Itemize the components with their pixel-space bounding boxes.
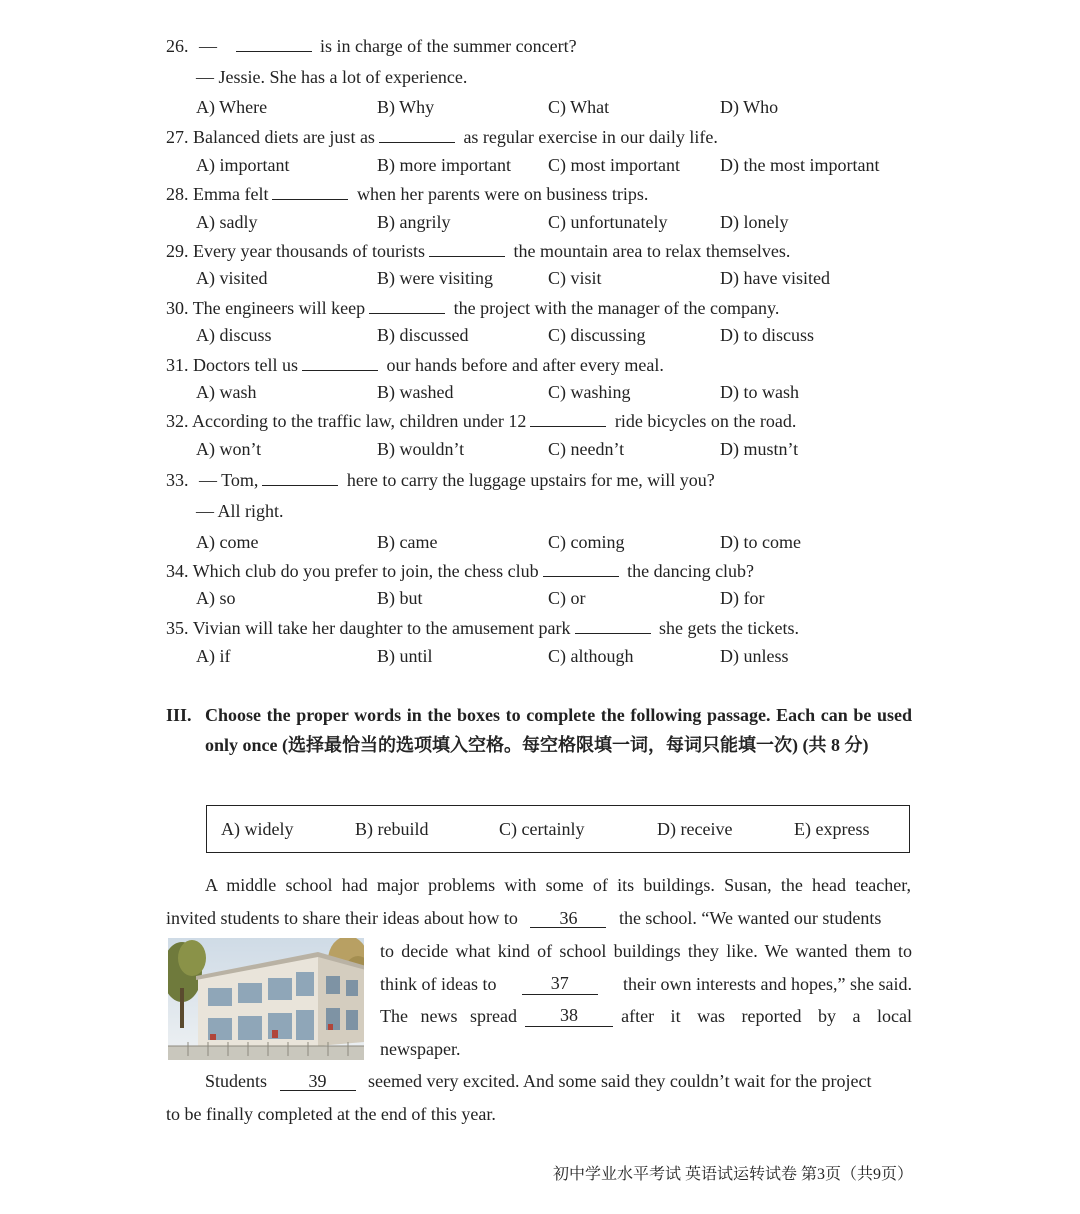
option-a[interactable]: A) important [196,155,290,175]
school-building-image [168,938,364,1060]
options-32 [196,439,916,463]
answer-blank-38[interactable]: 38 [525,1006,613,1027]
question-text-pre: According to the traffic law, children under 12 [192,411,527,431]
option-b[interactable]: B) came [377,532,438,552]
option-a[interactable]: A) discuss [196,325,272,345]
option-c[interactable]: C) coming [548,532,625,552]
option-d[interactable]: D) to discuss [720,325,814,345]
answer-blank-39[interactable]: 39 [280,1072,356,1091]
question-text-pre: Emma felt [193,184,269,204]
question-text-post: here to carry the luggage upstairs for me, will you? [342,470,715,490]
option-d[interactable]: D) the most important [720,155,880,175]
option-b[interactable]: B) angrily [377,212,451,232]
question-text-post: the dancing club? [622,561,755,581]
question-number: 27. [166,127,189,147]
answer-blank[interactable] [543,560,619,577]
option-a[interactable]: A) won’t [196,439,262,459]
question-number: 29. [166,241,189,261]
question-number: 31. [166,355,189,375]
question-31 [166,354,664,376]
question-33 [166,469,715,491]
passage-text: seemed very excited. And some said they couldn’t wait for the project [368,1071,872,1091]
passage-text: Students [205,1071,268,1091]
options-33 [196,532,916,556]
question-number: 33. [166,470,189,490]
passage-text: think of ideas to [380,974,497,994]
answer-blank[interactable] [272,183,348,200]
option-c[interactable]: C) needn’t [548,439,625,459]
passage-line: to decide what kind of school buildings they like. We wanted them to [380,941,912,961]
question-text-pre: Doctors tell us [193,355,298,375]
option-c[interactable]: C) although [548,646,634,666]
question-text-post: is in charge of the summer concert? [315,36,577,56]
options-28 [196,212,916,236]
word-option-c[interactable]: C) certainly [499,819,585,839]
word-option-d[interactable]: D) receive [657,819,733,839]
option-a[interactable]: A) Where [196,97,268,117]
option-a[interactable]: A) come [196,532,259,552]
word-option-e[interactable]: E) express [794,819,870,839]
options-26 [196,97,916,121]
answer-blank[interactable] [236,35,312,52]
option-b[interactable]: B) but [377,588,423,608]
option-b[interactable]: B) until [377,646,433,666]
question-29 [166,240,790,262]
question-26 [166,35,577,57]
question-text-pre: Every year thousands of tourists [193,241,425,261]
passage-text: the school. “We wanted our students [618,908,882,928]
option-a[interactable]: A) if [196,646,231,666]
option-d[interactable]: D) have visited [720,268,830,288]
question-number: 30. [166,298,189,318]
options-29 [196,268,916,292]
question-text-pre: Vivian will take her daughter to the amusement park [192,618,571,638]
passage-line: newspaper. [380,1039,461,1059]
question-30 [166,297,779,319]
question-text-post: she gets the tickets. [654,618,799,638]
answer-blank[interactable] [302,354,378,371]
question-text-pre: — Tom, [199,470,259,490]
option-c[interactable]: C) washing [548,382,631,402]
question-text-pre: Balanced diets are just as [193,127,375,147]
section-heading [166,700,912,760]
question-34 [166,560,754,582]
option-d[interactable]: D) unless [720,646,789,666]
option-d[interactable]: D) Who [720,97,779,117]
passage-text: The news spread [380,1006,517,1026]
passage-line [166,908,881,929]
question-number: 35. [166,618,189,638]
question-number: 28. [166,184,189,204]
option-d[interactable]: D) to come [720,532,801,552]
option-d[interactable]: D) lonely [720,212,789,232]
option-b[interactable]: B) wouldn’t [377,439,465,459]
question-28 [166,183,648,205]
option-b[interactable]: B) were visiting [377,268,493,288]
question-text-post: the mountain area to relax themselves. [508,241,791,261]
section-instructions: Choose the proper words in the boxes to complete the following passage. Each can be used only once (选择最恰当的选项填入空格。每空格限填一词，每词只能填一次) (共 8 分) [205,705,912,755]
answer-blank[interactable] [429,240,505,257]
option-a[interactable]: A) so [196,588,236,608]
passage-text: after it was reported by a local [621,1006,912,1026]
option-a[interactable]: A) wash [196,382,257,402]
option-c[interactable]: C) most important [548,155,680,175]
word-option-a[interactable]: A) widely [221,819,294,839]
question-text-post: our hands before and after every meal. [382,355,664,375]
options-27 [196,155,916,179]
page-footer: 初中学业水平考试 英语试运转试卷 第3页（共9页） [552,1166,913,1183]
option-c[interactable]: C) unfortunately [548,212,668,232]
question-26-reply: — Jessie. She has a lot of experience. [196,67,468,87]
question-text-post: as regular exercise in our daily life. [458,127,718,147]
option-a[interactable]: A) visited [196,268,268,288]
answer-blank[interactable] [369,297,445,314]
option-c[interactable]: C) What [548,97,610,117]
word-box [206,805,910,853]
question-number: 34. [166,561,189,581]
question-27 [166,126,718,148]
option-b[interactable]: B) Why [377,97,435,117]
question-text-post: the project with the manager of the company. [449,298,780,318]
question-32 [166,410,796,432]
word-option-b[interactable]: B) rebuild [355,819,429,839]
passage-line [380,974,912,995]
question-number: 32. [166,411,189,431]
question-text-pre: Which club do you prefer to join, the chess club [192,561,539,581]
options-30 [196,325,916,349]
question-text-pre: The engineers will keep [192,298,366,318]
option-b[interactable]: B) more important [377,155,511,175]
answer-blank[interactable] [262,469,338,486]
question-text-post: ride bicycles on the road. [610,411,797,431]
options-34 [196,588,916,612]
question-35 [166,617,799,639]
answer-blank[interactable] [575,617,651,634]
option-d[interactable]: D) for [720,588,765,608]
passage-line [380,1006,912,1027]
question-number: 26. [166,36,189,56]
passage-text: their own interests and hopes,” she said. [623,974,912,994]
options-35 [196,646,916,670]
option-c[interactable]: C) discussing [548,325,646,345]
passage-line [205,1071,872,1092]
passage-text: invited students to share their ideas about how to [166,908,518,928]
answer-blank[interactable] [379,126,455,143]
question-33-reply: — All right. [196,501,284,521]
passage-line: A middle school had major problems with some of its buildings. Susan, the head teacher, [205,875,911,895]
answer-blank[interactable] [530,410,606,427]
question-text-post: when her parents were on business trips. [352,184,649,204]
question-text-pre: — [199,36,222,56]
option-d[interactable]: D) mustn’t [720,439,799,459]
section-number: III. [166,705,192,725]
option-c[interactable]: C) visit [548,268,602,288]
option-c[interactable]: C) or [548,588,586,608]
option-a[interactable]: A) sadly [196,212,258,232]
option-d[interactable]: D) to wash [720,382,799,402]
answer-blank-36[interactable]: 36 [530,909,606,928]
option-b[interactable]: B) washed [377,382,454,402]
option-b[interactable]: B) discussed [377,325,469,345]
passage-line: to be finally completed at the end of this year. [166,1104,496,1124]
options-31 [196,382,916,406]
answer-blank-37[interactable]: 37 [522,974,598,995]
